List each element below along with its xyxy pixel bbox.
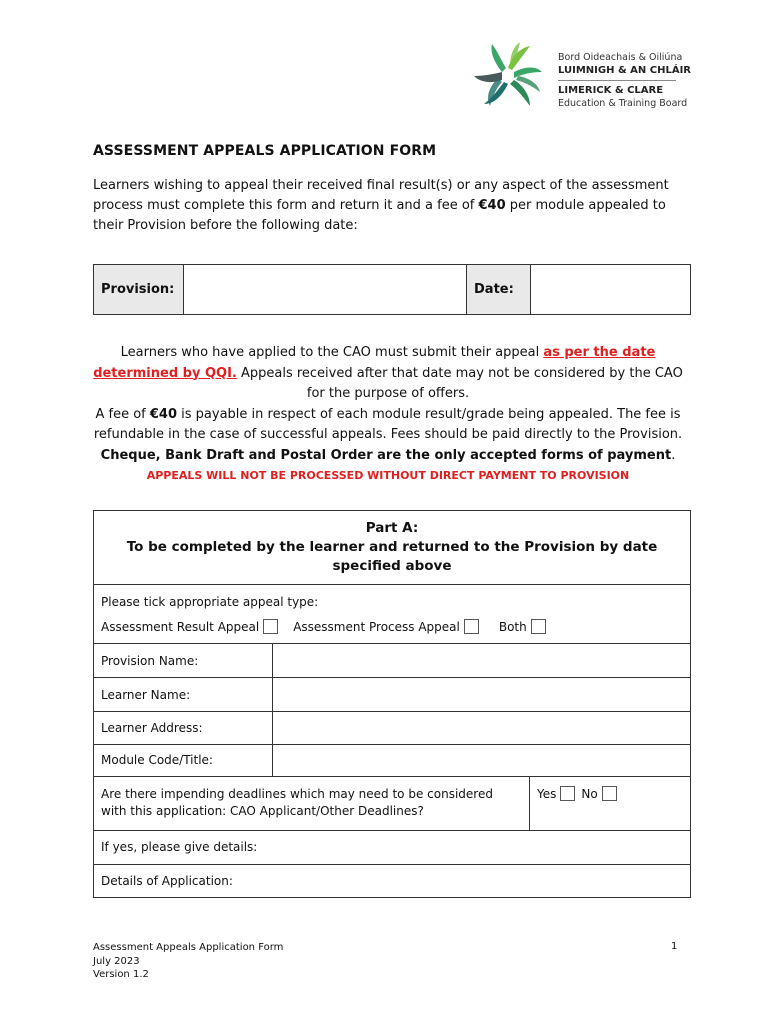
date-input[interactable] [531, 265, 690, 314]
module-code-input[interactable] [273, 744, 690, 777]
logo-line-english-name: LIMERICK & CLARE [558, 85, 664, 96]
page-number: 1 [671, 941, 678, 952]
details-row[interactable] [94, 831, 690, 865]
intro-fee: €40 [478, 198, 506, 213]
option-process-label: Assessment Process Appeal [293, 619, 460, 634]
logo-line-irish-name: LUIMNIGH & AN CHLÁIR [558, 65, 691, 76]
part-a-title: Part A: [365, 520, 419, 536]
fee-amount: €40 [149, 406, 178, 422]
fee-notice [93, 405, 683, 446]
details-label: If yes, please give details: [101, 840, 258, 854]
logo-line-english: Education & Training Board [558, 98, 688, 109]
etb-swirl-icon [470, 40, 546, 112]
learner-address-input[interactable] [273, 711, 690, 744]
fee-notice-text-end: is payable in respect of each module result/grade being appealed. The fee is refundable in the case of successful appeals. Fees should be paid directly to the Provision. [93, 406, 683, 442]
provision-label: Provision: [94, 265, 184, 314]
no-label: No [581, 786, 598, 801]
module-code-row [94, 744, 690, 777]
appeal-type-options [101, 619, 546, 634]
page-footer [93, 941, 283, 982]
module-code-label: Module Code/Title: [94, 744, 273, 776]
date-label: Date: [467, 265, 531, 314]
etb-logo [470, 40, 690, 112]
application-details-row[interactable] [94, 865, 690, 898]
logo-divider [558, 80, 676, 81]
learner-address-label: Learner Address: [94, 711, 273, 744]
intro-text-end: per module appealed to their Provision before the following date: [93, 198, 666, 233]
payment-notice [93, 446, 683, 467]
cao-notice [93, 343, 683, 405]
learner-name-label: Learner Name: [94, 678, 273, 711]
part-a-table [93, 510, 691, 898]
part-a-subtitle: To be completed by the learner and returned to the Provision by date specified above [126, 539, 658, 574]
application-details-label: Details of Application: [101, 874, 233, 888]
provision-name-label: Provision Name: [94, 644, 273, 677]
intro-paragraph [93, 176, 683, 236]
deadlines-question: Are there impending deadlines which may need to be considered with this application: CAO Applicant/Other Deadlines? [94, 776, 530, 830]
appeal-type-prompt: Please tick appropriate appeal type: [101, 595, 319, 609]
yes-checkbox[interactable] [560, 786, 575, 801]
provision-date-table [93, 264, 691, 315]
part-a-heading [94, 511, 690, 585]
payment-forms: Cheque, Bank Draft and Postal Order are the only accepted forms of payment [100, 447, 672, 463]
provision-name-input[interactable] [273, 644, 690, 677]
learner-name-input[interactable] [273, 678, 690, 711]
notice-block [93, 343, 683, 487]
appeal-type-row [94, 585, 690, 644]
payment-warning: APPEALS WILL NOT BE PROCESSED WITHOUT DIRECT PAYMENT TO PROVISION [146, 469, 630, 482]
deadlines-row [94, 776, 690, 831]
intro-text: Learners wishing to appeal their received final result(s) or any aspect of the assessment process must complete this form and return it and a fee of [93, 178, 669, 213]
yes-label: Yes [537, 786, 557, 801]
etb-logo-text [558, 51, 693, 110]
fee-notice-text: A fee of [95, 406, 150, 422]
provision-input[interactable] [184, 265, 467, 314]
both-appeal-checkbox[interactable] [531, 619, 546, 634]
cao-notice-text-end: Appeals received after that date may not be considered by the CAO for the purpose of offers. [236, 365, 683, 401]
provision-name-row [94, 644, 690, 678]
form-title: ASSESSMENT APPEALS APPLICATION FORM [93, 143, 437, 159]
payment-period: . [671, 447, 676, 463]
footer-date: July 2023 [93, 955, 140, 967]
footer-version: Version 1.2 [93, 969, 149, 980]
no-checkbox[interactable] [602, 786, 617, 801]
learner-address-row [94, 711, 690, 745]
qqi-date-link[interactable]: as per the date determined by QQI. [93, 345, 656, 381]
footer-form-name: Assessment Appeals Application Form [93, 942, 284, 953]
logo-line-irish: Bord Oideachais & Oiliúna [558, 52, 683, 63]
option-result-label: Assessment Result Appeal [101, 619, 260, 634]
deadlines-yes-no [537, 786, 617, 801]
process-appeal-checkbox[interactable] [464, 619, 479, 634]
cao-notice-text: Learners who have applied to the CAO must submit their appeal [120, 345, 544, 360]
result-appeal-checkbox[interactable] [263, 619, 278, 634]
learner-name-row [94, 678, 690, 712]
option-both-label: Both [498, 619, 527, 634]
